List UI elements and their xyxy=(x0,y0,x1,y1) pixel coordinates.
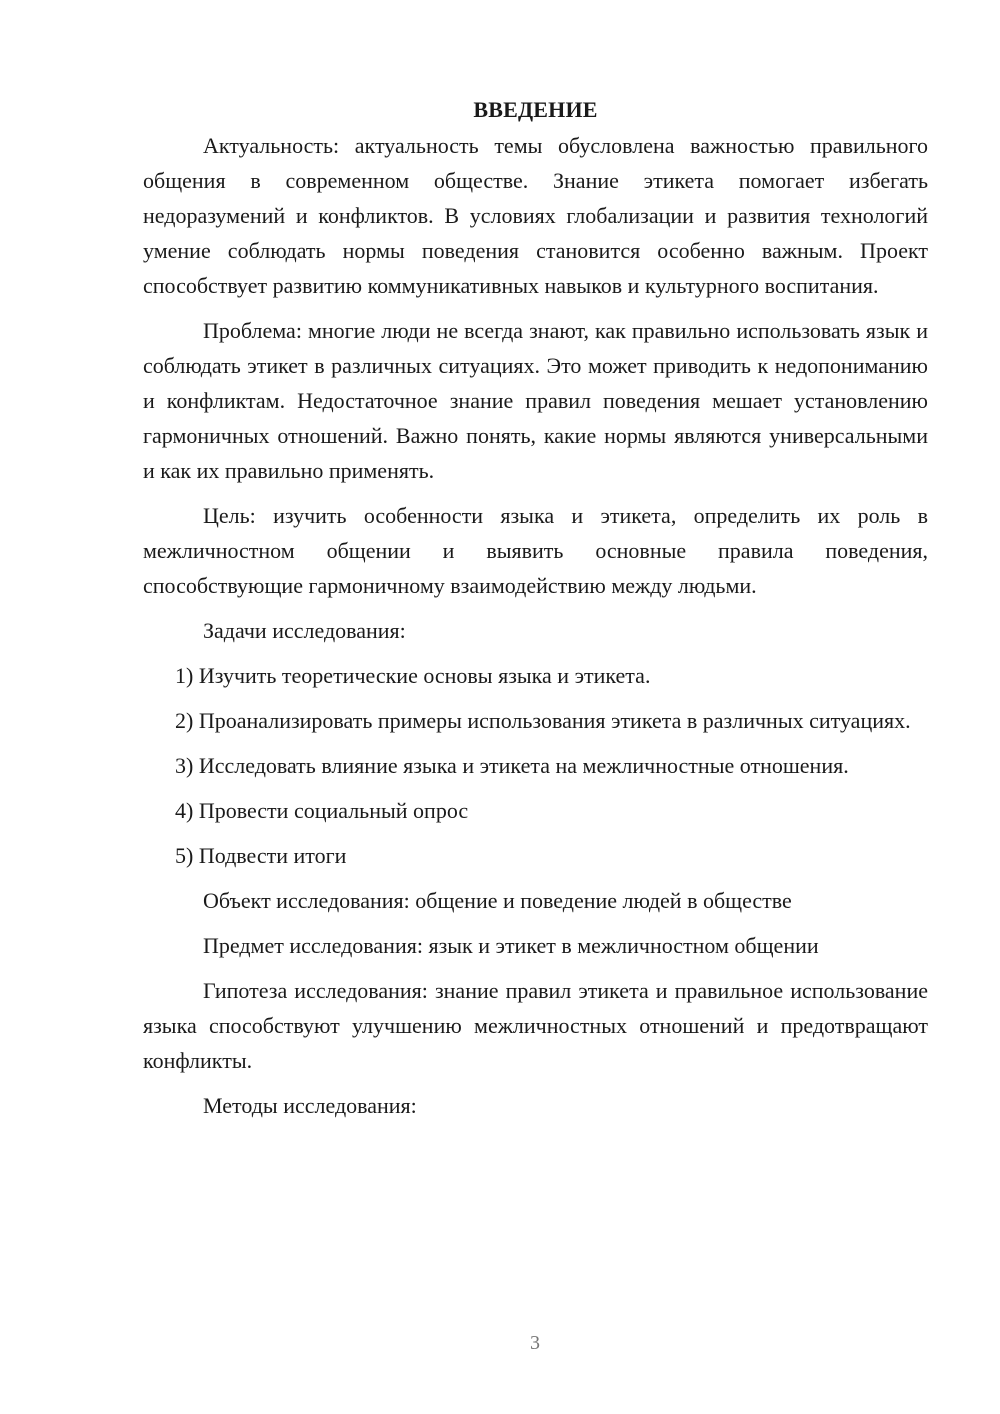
task-item-1: 1) Изучить теоретические основы языка и этикета. xyxy=(175,663,651,688)
problem-paragraph: Проблема: многие люди не всегда знают, как правильно использовать язык и соблюдать этикет в различных ситуациях. Это может приводить к недопониманию и конфликтам. Недостаточное знание правил поведения мешает установлению гармоничных отношений. Важно понять, какие нормы являются универсальными и как их правильно применять. xyxy=(143,318,928,483)
hypothesis-paragraph: Гипотеза исследования: знание правил этикета и правильное использование языка способствуют улучшению межличностных отношений и предотвращают конфликты. xyxy=(143,978,928,1073)
goal-paragraph: Цель: изучить особенности языка и этикета, определить их роль в межличностном общении и выявить основные правила поведения, способствующие гармоничному взаимодействию между людьми. xyxy=(143,503,928,598)
object-paragraph: Объект исследования: общение и поведение людей в обществе xyxy=(203,888,792,913)
task-item-5: 5) Подвести итоги xyxy=(175,843,347,868)
subject-paragraph: Предмет исследования: язык и этикет в межличностном общении xyxy=(203,933,819,958)
task-item-2: 2) Проанализировать примеры использования этикета в различных ситуациях. xyxy=(175,708,911,733)
task-item-4: 4) Провести социальный опрос xyxy=(175,798,469,823)
tasks-heading: Задачи исследования: xyxy=(203,618,406,643)
relevance-paragraph: Актуальность: актуальность темы обусловлена важностью правильного общения в современном обществе. Знание этикета помогает избегать недоразумений и конфликтов. В условиях глобализации и развития технологий умение соблюдать нормы поведения становится особенно важным. Проект способствует развитию коммуникативных навыков и культурного воспитания. xyxy=(143,133,928,298)
methods-heading: Методы исследования: xyxy=(203,1093,417,1118)
document-page xyxy=(143,92,928,1133)
task-item-3: 3) Исследовать влияние языка и этикета на межличностные отношения. xyxy=(175,753,849,778)
page-title: ВВЕДЕНИЕ xyxy=(473,97,598,122)
page-number: 3 xyxy=(530,1332,540,1354)
